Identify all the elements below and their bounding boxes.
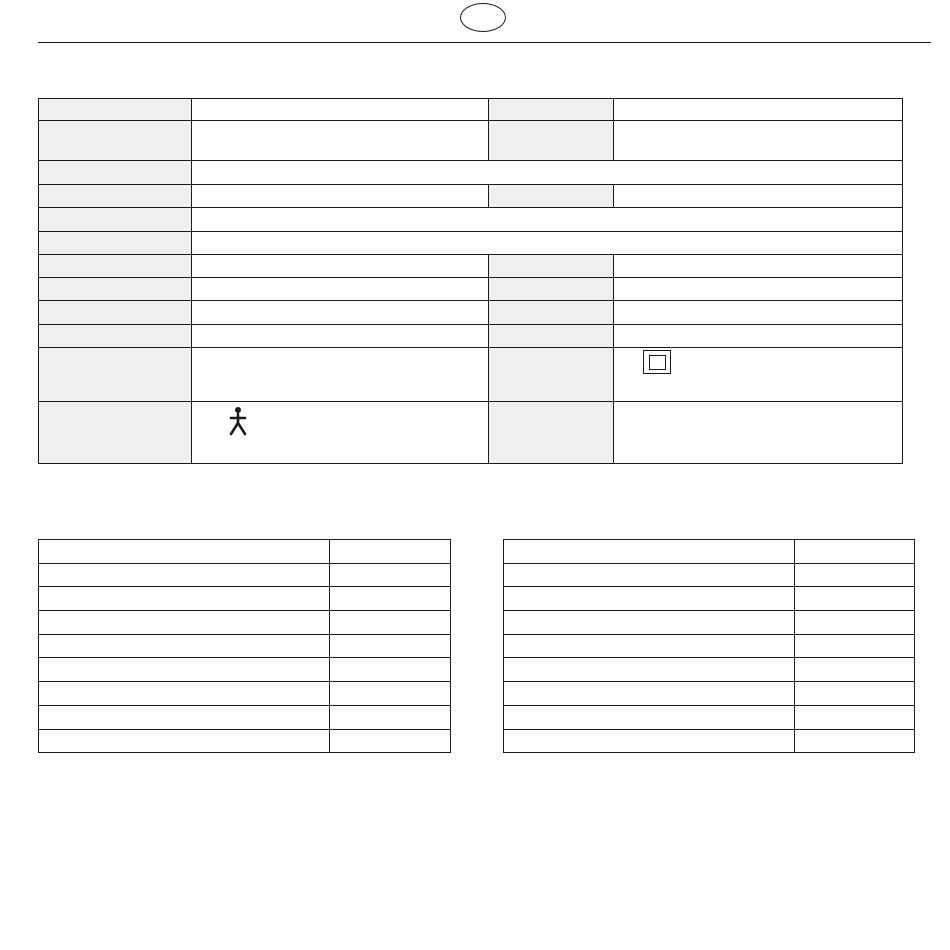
spec-value <box>614 301 903 325</box>
table-row <box>504 540 915 564</box>
list-table-left <box>38 539 451 753</box>
table-row <box>39 540 451 564</box>
spec-label <box>39 121 192 161</box>
spec-label <box>39 348 192 402</box>
list-item-value <box>795 634 915 658</box>
list-item-name <box>39 611 330 635</box>
spec-label <box>39 185 192 208</box>
type-b-applied-part-icon <box>228 406 248 439</box>
list-item-name <box>504 682 795 706</box>
list-item-value <box>330 587 451 611</box>
spec-row <box>39 402 903 464</box>
spec-value <box>192 185 489 208</box>
spec-row <box>39 325 903 348</box>
spec-row <box>39 99 903 121</box>
list-item-name <box>504 611 795 635</box>
spec-label <box>39 301 192 325</box>
table-row <box>504 634 915 658</box>
spec-value <box>192 325 489 348</box>
spec-label <box>39 325 192 348</box>
table-row <box>504 611 915 635</box>
spec-value-cell <box>614 348 903 402</box>
table-row <box>504 658 915 682</box>
list-item-value <box>795 705 915 729</box>
list-item-value <box>330 682 451 706</box>
list-item-value <box>795 563 915 587</box>
table-row <box>39 587 451 611</box>
table-row <box>39 705 451 729</box>
spec-value <box>614 121 903 161</box>
spec-row <box>39 185 903 208</box>
specification-table <box>38 98 903 464</box>
spec-value <box>614 99 903 121</box>
spec-row <box>39 278 903 301</box>
table-row <box>39 563 451 587</box>
table-row <box>504 587 915 611</box>
spec-label <box>489 121 614 161</box>
spec-label <box>489 325 614 348</box>
table-row <box>504 729 915 753</box>
spec-value <box>614 325 903 348</box>
spec-label <box>489 278 614 301</box>
list-item-value <box>330 705 451 729</box>
list-item-name <box>39 540 330 564</box>
language-code-badge <box>460 3 506 32</box>
table-row <box>39 634 451 658</box>
list-item-value <box>330 563 451 587</box>
spec-label <box>39 232 192 255</box>
spec-value <box>192 121 489 161</box>
class-ii-double-insulation-icon <box>643 350 671 374</box>
spec-label <box>39 208 192 232</box>
spec-label <box>39 99 192 121</box>
list-item-value <box>795 729 915 753</box>
list-item-name <box>39 729 330 753</box>
list-item-value <box>795 540 915 564</box>
header-rule <box>38 42 931 43</box>
spec-value <box>192 348 489 402</box>
spec-value <box>614 185 903 208</box>
spec-label <box>489 99 614 121</box>
list-item-value <box>795 682 915 706</box>
spec-label <box>489 185 614 208</box>
table-row <box>39 658 451 682</box>
spec-row <box>39 121 903 161</box>
spec-value <box>192 278 489 301</box>
table-row <box>39 682 451 706</box>
spec-row <box>39 348 903 402</box>
spec-label <box>39 278 192 301</box>
list-item-name <box>504 705 795 729</box>
list-item-value <box>330 634 451 658</box>
table-row <box>504 682 915 706</box>
list-item-value <box>795 587 915 611</box>
spec-value <box>192 208 903 232</box>
spec-row <box>39 161 903 185</box>
table-row <box>504 705 915 729</box>
list-item-name <box>39 563 330 587</box>
spec-row <box>39 255 903 278</box>
spec-value <box>614 402 903 464</box>
list-item-name <box>504 587 795 611</box>
list-item-name <box>504 729 795 753</box>
spec-label <box>489 255 614 278</box>
list-item-name <box>39 634 330 658</box>
spec-value <box>192 301 489 325</box>
list-item-name <box>504 540 795 564</box>
list-item-name <box>504 563 795 587</box>
spec-value <box>192 99 489 121</box>
spec-label <box>489 402 614 464</box>
spec-value-cell <box>192 402 489 464</box>
spec-value <box>192 161 903 185</box>
list-item-value <box>330 611 451 635</box>
spec-label <box>39 161 192 185</box>
spec-value <box>192 255 489 278</box>
list-item-name <box>504 658 795 682</box>
table-row <box>39 729 451 753</box>
spec-row <box>39 301 903 325</box>
spec-value <box>192 232 903 255</box>
spec-value <box>614 278 903 301</box>
list-item-name <box>39 705 330 729</box>
list-item-value <box>795 658 915 682</box>
list-item-value <box>330 540 451 564</box>
spec-label <box>489 301 614 325</box>
spec-label <box>39 402 192 464</box>
spec-value <box>614 255 903 278</box>
list-item-name <box>39 682 330 706</box>
list-table-right <box>503 539 915 753</box>
table-row <box>504 563 915 587</box>
list-item-value <box>795 611 915 635</box>
list-item-value <box>330 729 451 753</box>
list-item-name <box>39 587 330 611</box>
spec-label <box>39 255 192 278</box>
list-item-name <box>504 634 795 658</box>
list-item-value <box>330 658 451 682</box>
spec-row <box>39 232 903 255</box>
table-row <box>39 611 451 635</box>
list-item-name <box>39 658 330 682</box>
spec-label <box>489 348 614 402</box>
spec-row <box>39 208 903 232</box>
